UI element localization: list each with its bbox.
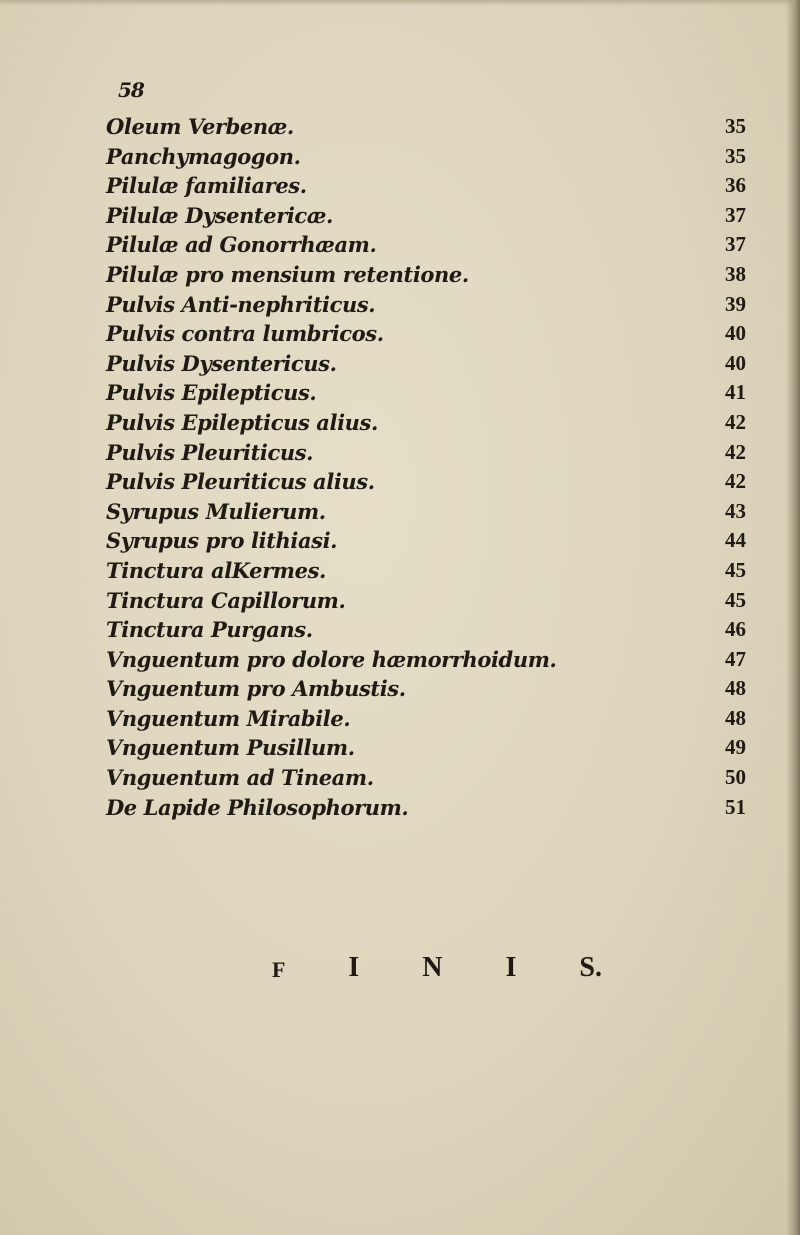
- entry-title: Vnguentum Mirabile.: [106, 705, 351, 731]
- page-spine-edge: [786, 0, 800, 1235]
- toc-entry: [106, 260, 746, 290]
- entry-page-number: 40: [725, 321, 746, 346]
- entry-title: Tinctura alKermes.: [106, 557, 326, 583]
- finis-letter: I: [348, 952, 360, 983]
- entry-title: Tinctura Capillorum.: [106, 587, 346, 613]
- page-number: 58: [118, 78, 144, 102]
- entry-title: Pilulæ Dysentericæ.: [106, 202, 333, 228]
- entry-page-number: 51: [725, 794, 746, 819]
- entry-page-number: 39: [725, 291, 746, 316]
- entry-page-number: 50: [725, 765, 746, 790]
- toc-entry: [106, 674, 746, 704]
- toc-entry: [106, 349, 746, 379]
- toc-entry: [106, 112, 746, 142]
- toc-entry: [106, 438, 746, 468]
- entry-page-number: 44: [725, 528, 746, 553]
- page-top-edge: [0, 0, 800, 6]
- entry-title: Pulvis Pleuriticus.: [106, 439, 314, 465]
- entry-title: Pilulæ familiares.: [106, 173, 307, 199]
- toc-entry: [106, 467, 746, 497]
- toc-entry: [106, 526, 746, 556]
- entry-page-number: 45: [725, 587, 746, 612]
- entry-title: Vnguentum pro dolore hæmorrhoidum.: [106, 646, 557, 672]
- entry-page-number: 47: [725, 646, 746, 671]
- toc-entry: [106, 171, 746, 201]
- finis-letter: I: [505, 952, 517, 983]
- table-of-contents: [106, 112, 746, 822]
- entry-page-number: 48: [725, 705, 746, 730]
- entry-page-number: 41: [725, 380, 746, 405]
- entry-title: Pulvis contra lumbricos.: [106, 321, 384, 347]
- entry-page-number: 42: [725, 409, 746, 434]
- toc-entry: [106, 230, 746, 260]
- entry-title: Syrupus Mulierum.: [106, 498, 326, 524]
- entry-page-number: 42: [725, 469, 746, 494]
- entry-page-number: 37: [725, 202, 746, 227]
- entry-page-number: 49: [725, 735, 746, 760]
- toc-entry: [106, 733, 746, 763]
- entry-title: Pilulæ ad Gonorrhæam.: [106, 232, 377, 258]
- finis-letter: F: [272, 957, 286, 982]
- entry-title: Pilulæ pro mensium retentione.: [106, 261, 469, 287]
- entry-title: Vnguentum pro Ambustis.: [106, 676, 406, 702]
- toc-entry: [106, 556, 746, 586]
- finis-letter: N: [422, 952, 443, 983]
- entry-title: Oleum Verbenæ.: [106, 114, 294, 139]
- entry-title: Tinctura Purgans.: [106, 617, 313, 643]
- entry-title: Vnguentum Pusillum.: [106, 735, 355, 761]
- toc-entry: [106, 378, 746, 408]
- entry-title: Pulvis Anti-nephriticus.: [106, 291, 376, 317]
- entry-page-number: 48: [725, 676, 746, 701]
- entry-page-number: 42: [725, 439, 746, 464]
- entry-title: Panchymagogon.: [106, 143, 301, 169]
- toc-entry: [106, 645, 746, 675]
- entry-title: Pulvis Pleuriticus alius.: [106, 469, 375, 495]
- entry-title: De Lapide Philosophorum.: [106, 794, 409, 820]
- entry-title: Pulvis Epilepticus.: [106, 380, 317, 406]
- toc-entry: [106, 793, 746, 823]
- finis-letter: S.: [579, 952, 602, 983]
- entry-page-number: 37: [725, 232, 746, 257]
- toc-entry: [106, 704, 746, 734]
- toc-entry: [106, 763, 746, 793]
- entry-page-number: 35: [725, 114, 746, 138]
- entry-title: Pulvis Epilepticus alius.: [106, 409, 378, 435]
- finis-colophon: [272, 952, 602, 984]
- toc-entry: [106, 319, 746, 349]
- entry-title: Syrupus pro lithiasi.: [106, 528, 338, 554]
- toc-entry: [106, 408, 746, 438]
- entry-page-number: 36: [725, 173, 746, 198]
- toc-entry: [106, 615, 746, 645]
- entry-page-number: 40: [725, 350, 746, 375]
- toc-entry: [106, 497, 746, 527]
- toc-entry: [106, 142, 746, 172]
- entry-page-number: 38: [725, 261, 746, 286]
- entry-page-number: 43: [725, 498, 746, 523]
- entry-title: Pulvis Dysentericus.: [106, 350, 337, 376]
- entry-page-number: 46: [725, 617, 746, 642]
- toc-entry: [106, 201, 746, 231]
- toc-entry: [106, 290, 746, 320]
- entry-page-number: 45: [725, 557, 746, 582]
- entry-title: Vnguentum ad Tineam.: [106, 765, 374, 791]
- toc-entry: [106, 586, 746, 616]
- entry-page-number: 35: [725, 143, 746, 168]
